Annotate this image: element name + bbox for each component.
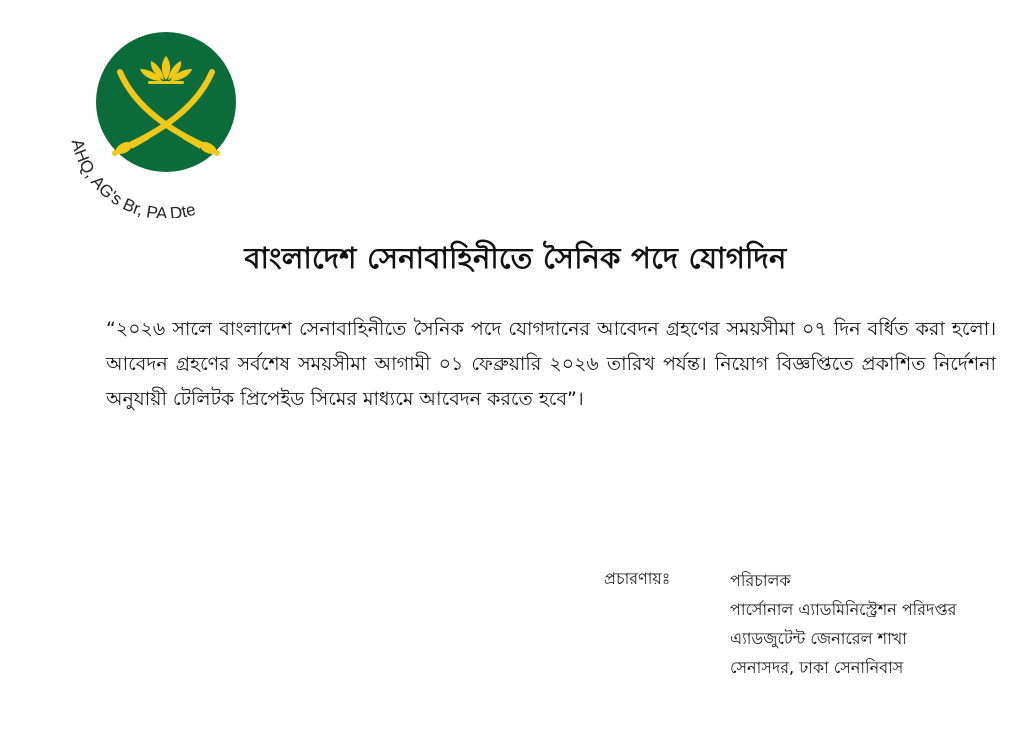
signatory-line: এ্যাডজুটেন্ট জেনারেল শাখা bbox=[730, 629, 907, 648]
signatory-line: সেনাসদর, ঢাকা সেনানিবাস bbox=[730, 658, 904, 677]
signatory-line: পরিচালক bbox=[730, 571, 791, 590]
notice-text: “২০২৬ সালে বাংলাদেশ সেনাবাহিনীতে সৈনিক পদে যোগদানের আবেদন গ্রহণের সময়সীমা ০৭ দিন বর্ধিত করা হলো। আবেদন গ্রহণের সর্বশেষ সময়সীমা আগামী ০১ ফেব্রুয়ারি ২০২৬ তারিখ পর্যন্ত। নিয়োগ বিজ্ঞপ্তিতে প্রকাশিত নির্দেশনা অনুযায়ী টেলিটক প্রিপেইড সিমের মাধ্যমে আবেদন করতে হবে”। bbox=[106, 318, 996, 410]
army-logo bbox=[62, 28, 272, 218]
army-emblem-icon bbox=[62, 28, 272, 218]
signatory-block bbox=[730, 566, 956, 682]
emblem-ring-text: AHQ, AG's Br, PA Dte bbox=[67, 137, 198, 218]
signatory-line: পার্সোনাল এ্যাডমিনিস্ট্রেশন পরিদপ্তর bbox=[730, 600, 957, 619]
publicity-label: প্রচারণায়ঃ bbox=[604, 569, 671, 588]
page-title: বাংলাদেশ সেনাবাহিনীতে সৈনিক পদে যোগদিন bbox=[244, 241, 787, 275]
